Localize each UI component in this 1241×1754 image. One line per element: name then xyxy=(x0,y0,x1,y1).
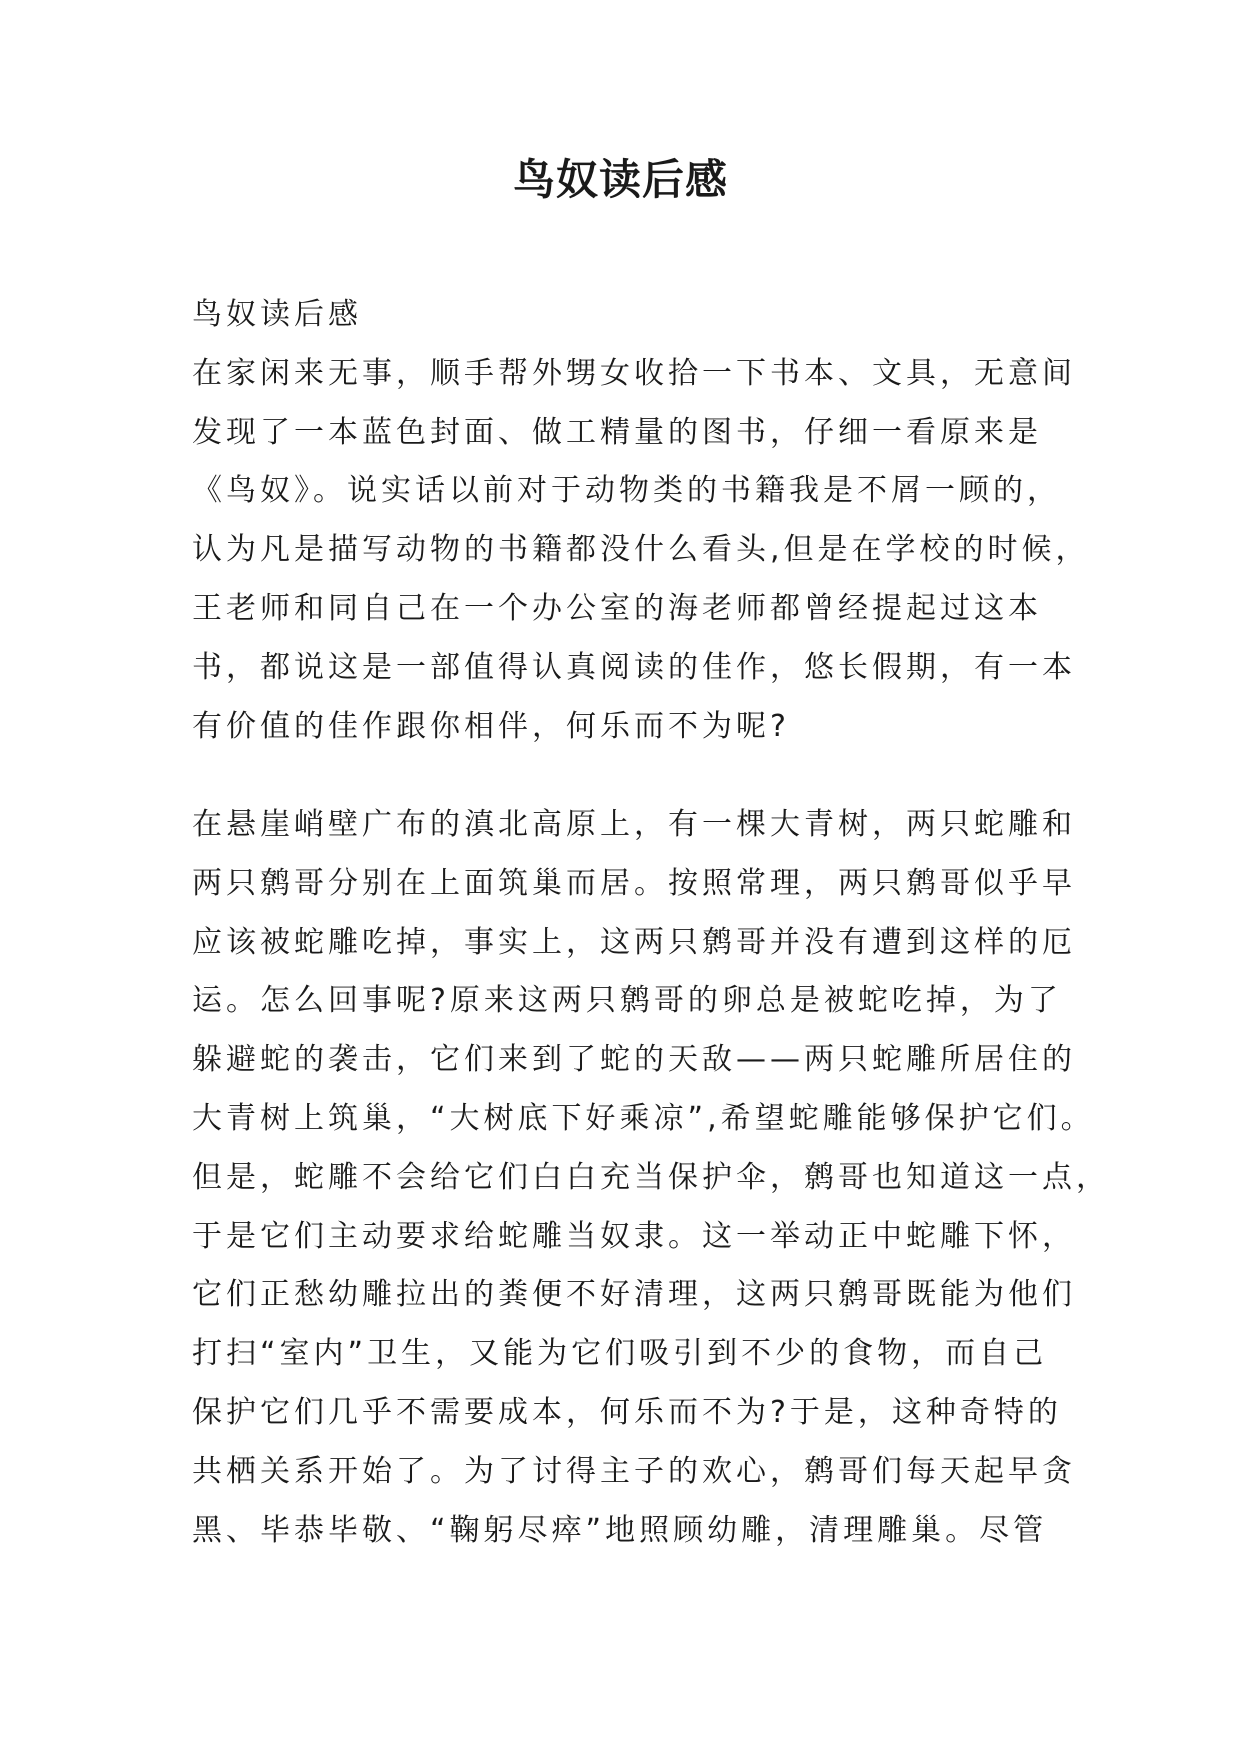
text-line: 共栖关系开始了。为了讨得主子的欢心，鹩哥们每天起早贪 xyxy=(192,1453,1076,1489)
text-line: 于是它们主动要求给蛇雕当奴隶。这一举动正中蛇雕下怀， xyxy=(192,1218,1076,1254)
document-title: 鸟奴读后感 xyxy=(512,155,728,204)
text-line: 有价值的佳作跟你相伴，何乐而不为呢? xyxy=(192,708,790,744)
text-line: 在家闲来无事，顺手帮外甥女收拾一下书本、文具，无意间 xyxy=(192,355,1076,391)
text-line: 保护它们几乎不需要成本，何乐而不为?于是，这种奇特的 xyxy=(192,1394,1062,1430)
story-paragraph xyxy=(192,796,1110,1560)
text-line: 王老师和同自己在一个办公室的海老师都曾经提起过这本 xyxy=(192,590,1042,626)
text-line: 运。怎么回事呢?原来这两只鹩哥的卵总是被蛇吃掉，为了 xyxy=(192,983,1062,1019)
text-line: 应该被蛇雕吃掉，事实上，这两只鹩哥并没有遭到这样的厄 xyxy=(192,924,1076,960)
text-line: 但是，蛇雕不会给它们白白充当保护伞，鹩哥也知道这一点， xyxy=(192,1159,1110,1195)
text-line: 黑、毕恭毕敬、“鞠躬尽瘁”地照顾幼雕，清理雕巢。尽管 xyxy=(192,1512,1048,1548)
text-line: 在悬崖峭壁广布的滇北高原上，有一棵大青树，两只蛇雕和 xyxy=(192,807,1076,842)
text-line: 书，都说这是一部值得认真阅读的佳作，悠长假期，有一本 xyxy=(192,649,1076,685)
text-line: 《鸟奴》。说实话以前对于动物类的书籍我是不屑一顾的， xyxy=(192,473,1061,509)
text-line: 大青树上筑巢，“大树底下好乘凉”,希望蛇雕能够保护它们。 xyxy=(192,1100,1095,1136)
intro-paragraph xyxy=(192,286,1090,756)
text-line: 它们正愁幼雕拉出的粪便不好清理，这两只鹩哥既能为他们 xyxy=(192,1277,1076,1313)
text-line: 两只鹩哥分别在上面筑巢而居。按照常理，两只鹩哥似乎早 xyxy=(192,865,1076,901)
text-line: 打扫“室内”卫生，又能为它们吸引到不少的食物，而自己 xyxy=(192,1336,1048,1372)
text-line: 鸟奴读后感 xyxy=(192,297,362,332)
text-line: 认为凡是描写动物的书籍都没什么看头,但是在学校的时候， xyxy=(192,532,1090,568)
text-line: 躲避蛇的袭击，它们来到了蛇的天敌——两只蛇雕所居住的 xyxy=(192,1042,1076,1078)
text-line: 发现了一本蓝色封面、做工精量的图书，仔细一看原来是 xyxy=(192,414,1042,450)
